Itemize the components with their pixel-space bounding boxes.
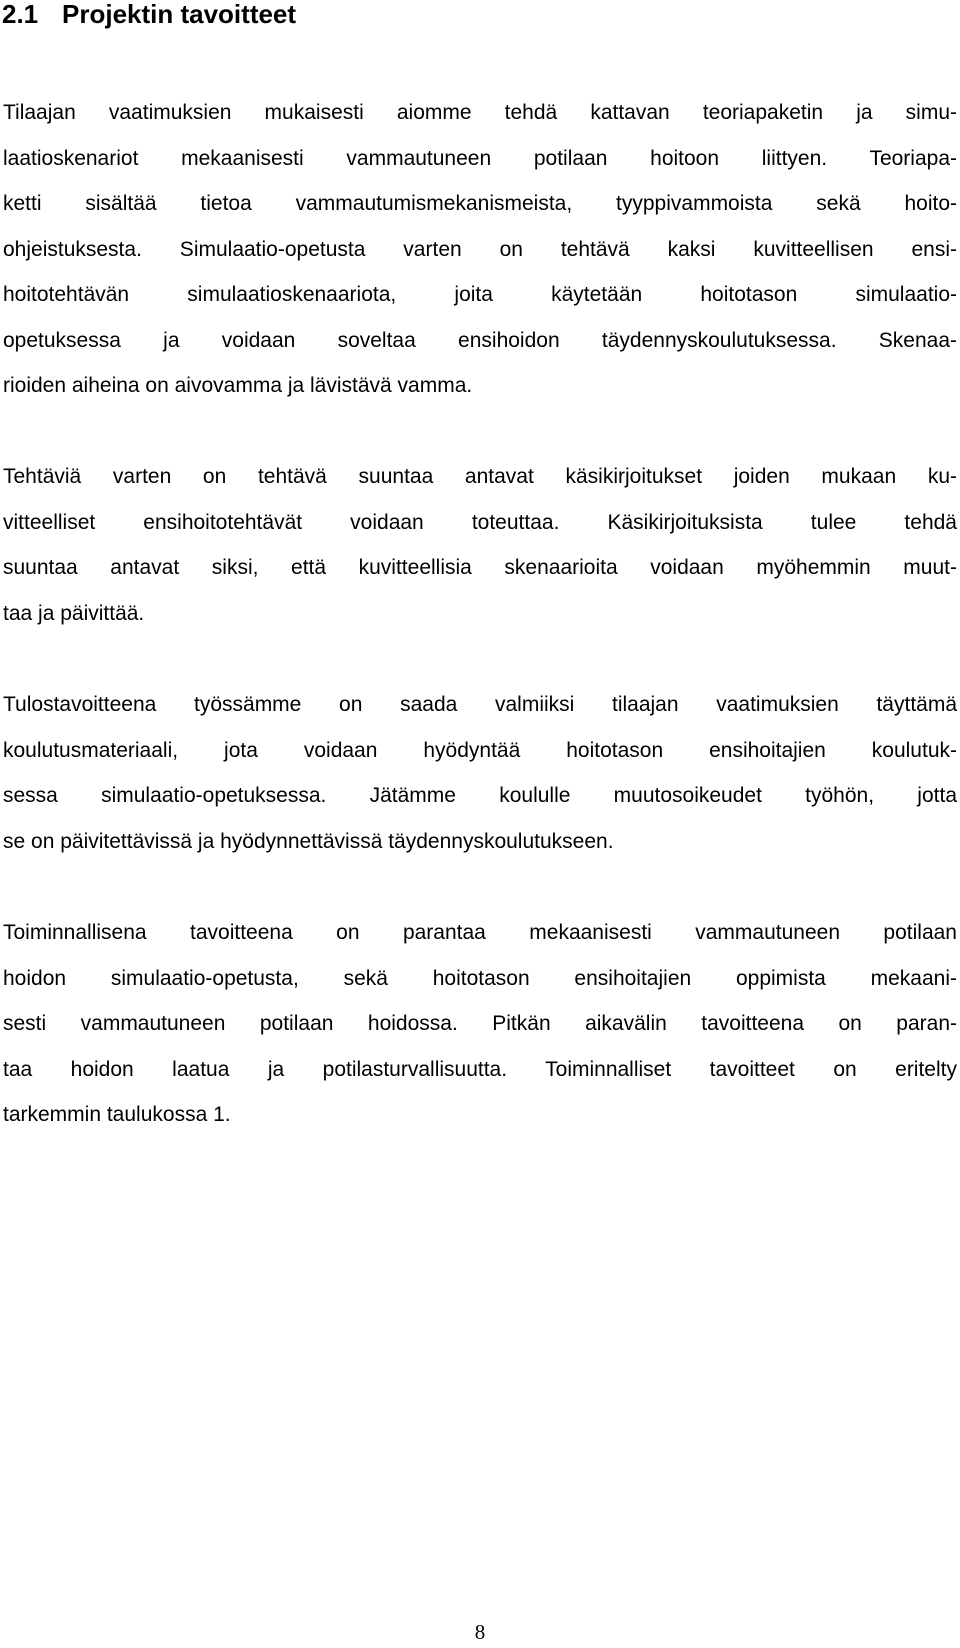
- paragraph-line: suuntaa antavat siksi, että kuvitteellisia skenaarioita voidaan myöhemmin muut-: [3, 556, 957, 579]
- paragraph-line: taa ja päivittää.: [3, 602, 145, 625]
- paragraph-line: taa hoidon laatua ja potilasturvallisuutta. Toiminnalliset tavoitteet on eritelty: [3, 1058, 957, 1081]
- paragraph-line: koulutusmateriaali, jota voidaan hyödyntää hoitotason ensihoitajien koulutuk-: [3, 739, 957, 762]
- paragraph-line: Tehtäviä varten on tehtävä suuntaa antavat käsikirjoitukset joiden mukaan ku-: [3, 465, 957, 488]
- section-title: Projektin tavoitteet: [62, 0, 297, 29]
- paragraph-line: tarkemmin taulukossa 1.: [3, 1103, 231, 1126]
- paragraph-line: vitteelliset ensihoitotehtävät voidaan toteuttaa. Käsikirjoituksista tulee tehdä: [3, 511, 957, 534]
- paragraph-line: hoidon simulaatio-opetusta, sekä hoitotason ensihoitajien oppimista mekaani-: [3, 967, 957, 990]
- paragraph-line: Tulostavoitteena työssämme on saada valmiiksi tilaajan vaatimuksien täyttämä: [3, 693, 957, 716]
- section-number: 2.1: [2, 0, 39, 29]
- paragraph-line: sesti vammautuneen potilaan hoidossa. Pitkän aikavälin tavoitteena on paran-: [3, 1012, 957, 1035]
- paragraph-line: rioiden aiheina on aivovamma ja lävistävä vamma.: [3, 374, 473, 397]
- paragraph-line: opetuksessa ja voidaan soveltaa ensihoidon täydennyskoulutuksessa. Skenaa-: [3, 329, 957, 352]
- paragraph-line: ohjeistuksesta. Simulaatio-opetusta varten on tehtävä kaksi kuvitteellisen ensi-: [3, 238, 957, 261]
- paragraph-line: ketti sisältää tietoa vammautumismekanismeista, tyyppivammoista sekä hoito-: [3, 192, 957, 215]
- paragraph-line: Tilaajan vaatimuksien mukaisesti aiomme tehdä kattavan teoriapaketin ja simu-: [3, 101, 957, 124]
- paragraph-line: sessa simulaatio-opetuksessa. Jätämme koululle muutosoikeudet työhön, jotta: [3, 784, 957, 807]
- section-heading: [2, 0, 296, 31]
- paragraph-line: hoitotehtävän simulaatioskenaariota, joita käytetään hoitotason simulaatio-: [3, 283, 957, 306]
- paragraph-line: Toiminnallisena tavoitteena on parantaa mekaanisesti vammautuneen potilaan: [3, 921, 957, 944]
- paragraph-line: laatioskenariot mekaanisesti vammautuneen potilaan hoitoon liittyen. Teoriapa-: [3, 147, 957, 170]
- page-number: 8: [474, 1620, 486, 1644]
- paragraph-line: se on päivitettävissä ja hyödynnettävissä täydennyskoulutukseen.: [3, 830, 614, 853]
